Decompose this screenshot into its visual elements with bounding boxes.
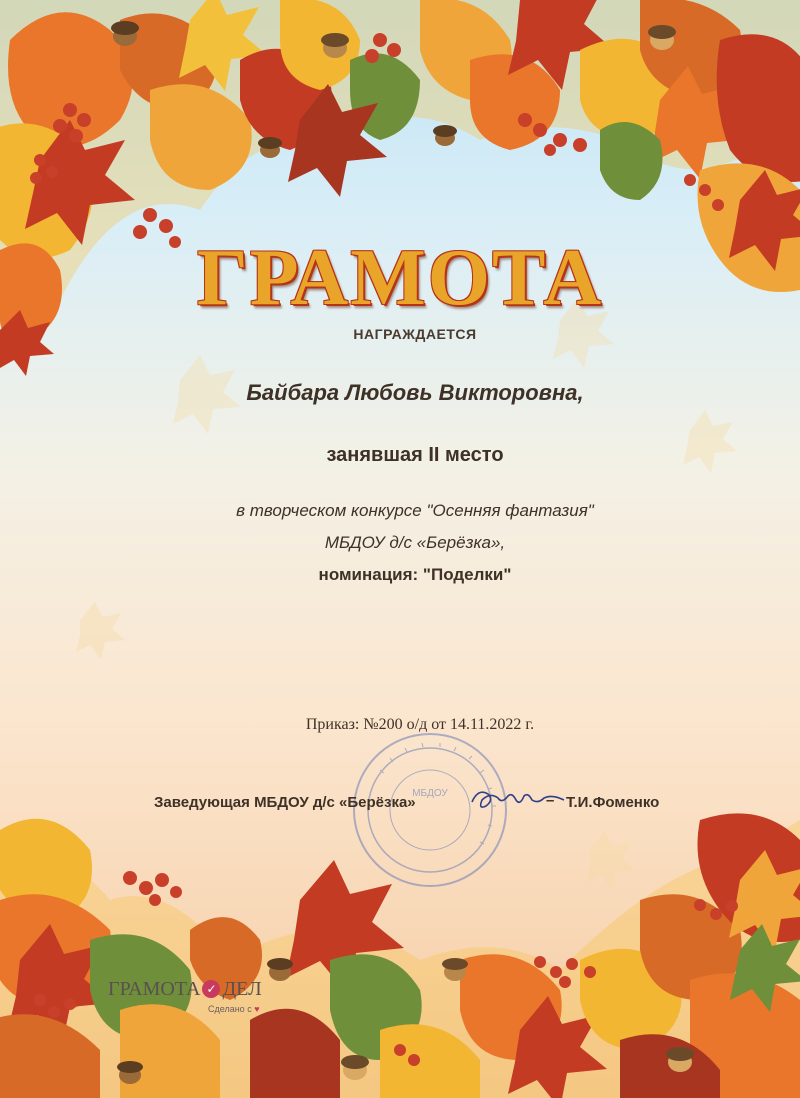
signature-row <box>150 790 710 820</box>
achievement-place: занявшая II место <box>326 444 504 466</box>
organization-line: МБДОУ д/с «Берёзка», <box>324 533 506 552</box>
signer-dash: – <box>546 792 555 809</box>
stamp-text: МБДОУ <box>412 788 448 799</box>
heart-icon: ♥ <box>254 1004 260 1014</box>
signer-name: Т.И.Фоменко <box>566 794 660 811</box>
awarded-label: НАГРАЖДАЕТСЯ <box>353 326 477 342</box>
certificate-title: ГРАМОТА <box>196 234 604 322</box>
brand-tagline: Сделано с <box>208 1004 252 1014</box>
brand-logo <box>108 978 278 1038</box>
brand-name-right: ДЕЛ <box>222 978 262 1000</box>
brand-name-left: ГРАМОТА <box>108 978 201 1000</box>
nomination-line: номинация: "Поделки" <box>318 565 512 584</box>
order-reference: Приказ: №200 о/д от 14.11.2022 г. <box>305 716 535 733</box>
contest-line: в творческом конкурсе "Осенняя фантазия" <box>236 501 594 520</box>
check-heart-icon: ✓ <box>202 980 220 998</box>
signer-position: Заведующая МБДОУ д/с «Берёзка» <box>154 794 416 811</box>
recipient-name: Байбара Любовь Викторовна, <box>246 380 584 405</box>
